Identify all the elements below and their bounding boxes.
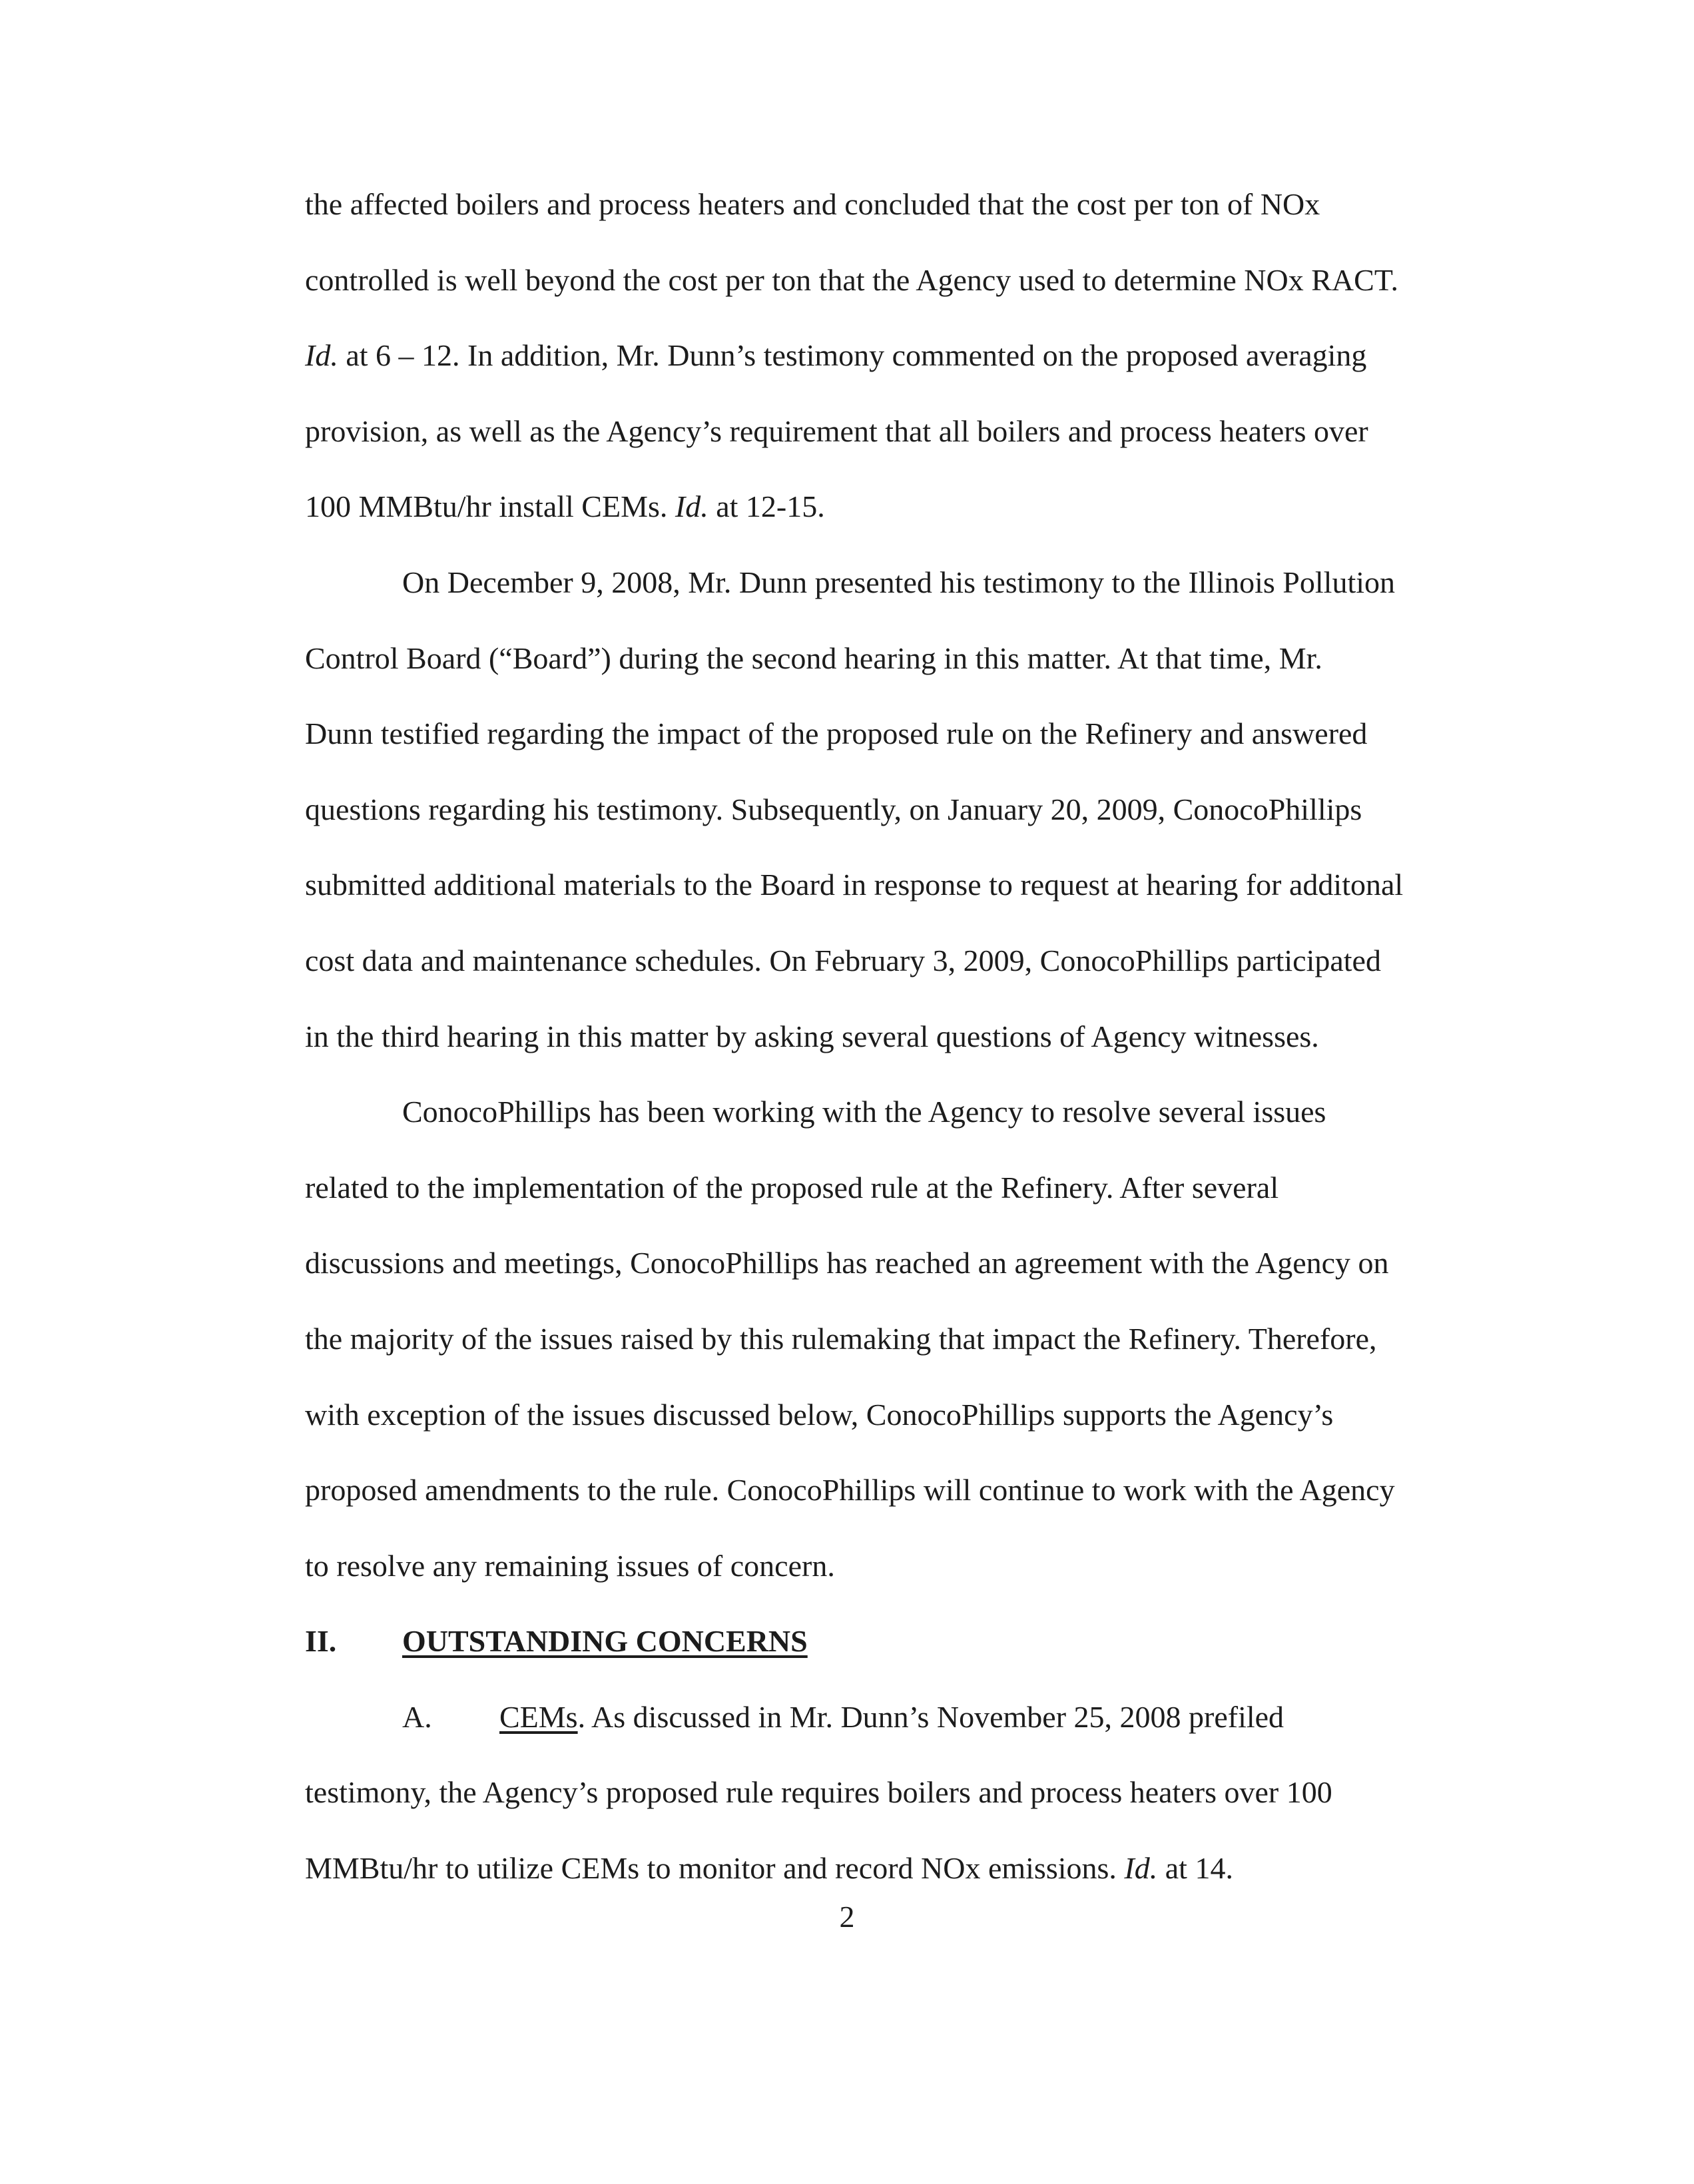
section-title: OUTSTANDING CONCERNS <box>402 1624 808 1659</box>
paragraph-1-line-2: controlled is well beyond the cost per ton that the Agency used to determine NOx RACT. <box>305 262 1399 297</box>
paragraph-1-line-5-tail: at 12-15. <box>708 489 825 524</box>
paragraph-3-line-6: proposed amendments to the rule. ConocoPhillips will continue to work with the Agency <box>305 1473 1395 1507</box>
paragraph-2-line-5: submitted additional materials to the Board in response to request at hearing for additonal <box>305 868 1404 902</box>
paragraph-2-line-3: Dunn testified regarding the impact of the proposed rule on the Refinery and answered <box>305 716 1368 751</box>
citation-id: Id. <box>1124 1851 1158 1886</box>
paragraph-2-line-7: in the third hearing in this matter by asking several questions of Agency witnesses. <box>305 1019 1319 1053</box>
subsection-a-line-1-text: . As discussed in Mr. Dunn’s November 25, 2008 prefiled <box>577 1699 1284 1734</box>
subsection-a-line-3-tail: at 14. <box>1157 1851 1233 1886</box>
paragraph-2-line-2: Control Board (“Board”) during the second hearing in this matter. At that time, Mr. <box>305 641 1322 675</box>
document-body <box>305 166 1477 1906</box>
paragraph-2-line-4: questions regarding his testimony. Subsequently, on January 20, 2009, ConocoPhillips <box>305 792 1362 826</box>
subsection-a-line-1 <box>305 1679 1477 1755</box>
section-number: II. <box>305 1624 337 1659</box>
paragraph-1-line-5 <box>305 469 1477 545</box>
subsection-a-line-2: testimony, the Agency’s proposed rule requires boilers and process heaters over 100 <box>305 1775 1332 1810</box>
paragraph-3-line-1: ConocoPhillips has been working with the Agency to resolve several issues <box>402 1095 1326 1129</box>
paragraph-1-line-1: the affected boilers and process heaters and concluded that the cost per ton of NOx <box>305 187 1320 221</box>
citation-id: Id. <box>305 338 338 373</box>
subsection-title: CEMs <box>499 1699 578 1734</box>
paragraph-3-line-3: discussions and meetings, ConocoPhillips has reached an agreement with the Agency on <box>305 1246 1389 1280</box>
section-heading <box>305 1603 1477 1679</box>
paragraph-1-line-4: provision, as well as the Agency’s requirement that all boilers and process heaters over <box>305 413 1368 448</box>
paragraph-3-line-4: the majority of the issues raised by this rulemaking that impact the Refinery. Therefore, <box>305 1321 1377 1356</box>
paragraph-3-line-2: related to the implementation of the proposed rule at the Refinery. After several <box>305 1170 1279 1205</box>
paragraph-1-line-3 <box>305 318 1477 394</box>
subsection-a-line-3 <box>305 1830 1477 1906</box>
subsection-letter: A. <box>402 1699 432 1734</box>
paragraph-1-line-5-text: 100 MMBtu/hr install CEMs. <box>305 489 675 524</box>
paragraph-2-line-6: cost data and maintenance schedules. On February 3, 2009, ConocoPhillips participated <box>305 943 1381 977</box>
paragraph-2-line-1: On December 9, 2008, Mr. Dunn presented his testimony to the Illinois Pollution <box>402 565 1396 599</box>
citation-id: Id. <box>675 489 708 524</box>
paragraph-3-line-5: with exception of the issues discussed below, ConocoPhillips supports the Agency’s <box>305 1397 1334 1432</box>
paragraph-1-line-3-text: at 6 – 12. In addition, Mr. Dunn’s testimony commented on the proposed averaging <box>338 338 1367 373</box>
subsection-a-line-3-text: MMBtu/hr to utilize CEMs to monitor and record NOx emissions. <box>305 1851 1125 1886</box>
page-number: 2 <box>839 1900 855 1934</box>
paragraph-3-line-7: to resolve any remaining issues of concern. <box>305 1548 835 1583</box>
